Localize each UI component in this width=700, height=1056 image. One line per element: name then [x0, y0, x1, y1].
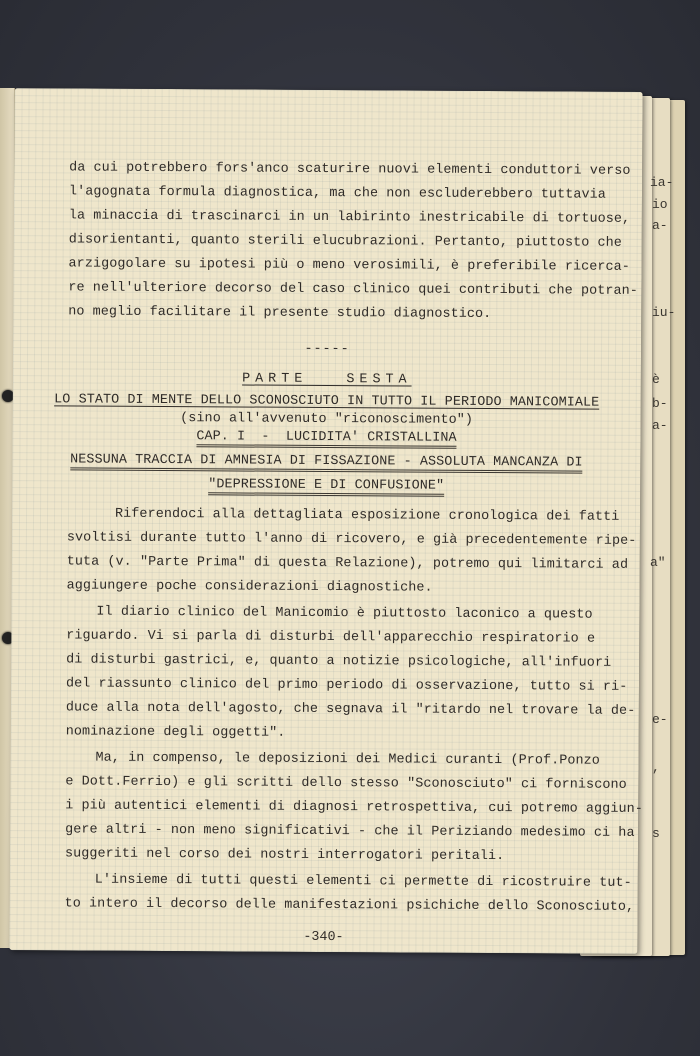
text-line: suggeriti nel corso dei nostri interrogatori peritali.: [64, 846, 505, 865]
text-line: gere altri - non meno significativi - che il Periziando medesimo ci ha: [65, 822, 635, 841]
text-line: no meglio facilitare il presente studio diagnostico.: [68, 304, 492, 323]
text-line: Riferendoci alla dettagliata esposizione cronologica dei fatti: [114, 506, 620, 525]
part-title-text: PARTE SESTA: [242, 371, 412, 388]
chapter-subtitle: [12, 476, 640, 495]
text-line: aggiungere poche considerazioni diagnostiche.: [66, 578, 433, 596]
text-line: del riassunto clinico del primo periodo di osservazione, tutto si ri-: [65, 676, 628, 695]
peek-text: s: [652, 826, 660, 841]
peek-text: ,: [652, 760, 660, 775]
page-number: -340-: [303, 929, 344, 946]
text-line: to intero il decorso delle manifestazioni psichiche dello Sconosciuto,: [64, 896, 635, 915]
peek-text: a": [650, 555, 666, 570]
section-title: [13, 392, 641, 411]
chapter-subtitle-text: "DEPRESSIONE E DI CONFUSIONE": [208, 477, 444, 496]
text-line: e Dott.Ferrio) e gli scritti dello stesso "Sconosciuto" ci forniscono: [65, 774, 627, 793]
document-page: [9, 88, 642, 954]
peek-text: e-: [652, 712, 668, 727]
text-line: L'insieme di tutti questi elementi ci permette di ricostruire tut-: [94, 872, 632, 891]
chapter-heading-text: CAP. I - LUCIDITA' CRISTALLINA: [196, 429, 456, 449]
text-line: riguardo. Vi si parla di disturbi dell'apparecchio respiratorio e: [66, 628, 596, 647]
separator: -----: [304, 341, 350, 358]
text-line: svoltisi durante tutto l'anno di ricovero, e già precedentemente ripe-: [66, 530, 637, 549]
text-line: da cui potrebbero fors'anco scaturire nuovi elementi conduttori verso: [69, 160, 631, 179]
text-line: la minaccia di trascinarci in un labirinto inestricabile di tortuose,: [68, 208, 631, 227]
chapter-subtitle-text: NESSUNA TRACCIA DI AMNESIA DI FISSAZIONE - ASSOLUTA MANCANZA DI: [70, 452, 583, 473]
section-subtitle: (sino all'avvenuto "riconoscimento"): [180, 411, 474, 428]
text-line: Il diario clinico del Manicomio è piuttosto laconico a questo: [96, 604, 593, 623]
peek-text: è: [652, 372, 660, 387]
text-line: i più autentici elementi di diagnosi retrospettiva, cui potremo aggiun-: [65, 798, 643, 817]
text-line: re nell'ulteriore decorso del caso clinico quei contributi che potran-: [68, 280, 638, 299]
part-title: [13, 370, 641, 389]
peek-text: a-: [652, 418, 668, 433]
section-title-text: LO STATO DI MENTE DELLO SCONOSCIUTO IN TUTTO IL PERIODO MANICOMIALE: [54, 392, 600, 411]
text-line: di disturbi gastrici, e, quanto a notizie psicologiche, all'infuori: [66, 652, 612, 671]
peek-text: ia-: [650, 175, 674, 190]
peek-text: io: [652, 197, 668, 212]
text-line: arzigogolare su ipotesi più o meno verosimili, è preferibile ricerca-: [68, 256, 630, 275]
text-line: nominazione degli oggetti".: [65, 724, 286, 741]
peek-text: iu-: [652, 305, 676, 320]
text-line: disorientanti, quanto sterili elucubrazioni. Pertanto, piuttosto che: [68, 232, 622, 251]
chapter-heading: [12, 428, 640, 447]
text-line: Ma, in compenso, le deposizioni dei Medici curanti (Prof.Ponzo: [95, 750, 601, 769]
peek-text: a-: [652, 218, 668, 233]
chapter-subtitle: [12, 452, 640, 471]
text-line: tuta (v. "Parte Prima" di questa Relazione), potremo qui limitarci ad: [66, 554, 629, 573]
text-line: l'agognata formula diagnostica, ma che non escluderebbero tuttavia: [68, 184, 607, 203]
peek-text: b-: [652, 396, 668, 411]
text-line: duce alla nota dell'agosto, che segnava il "ritardo nel trovare la de-: [65, 700, 636, 719]
